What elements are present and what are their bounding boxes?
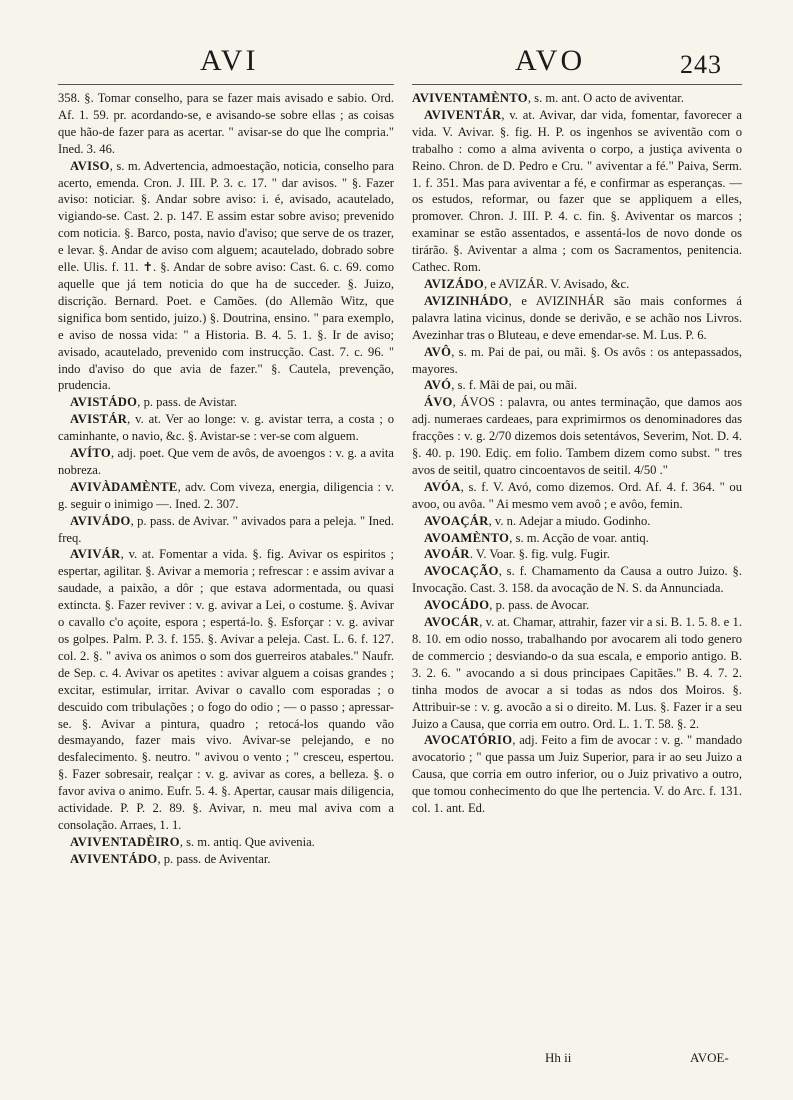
entry-avivado: AVIVÁDO, p. pass. de Avivar. " avivados para a peleja. " Ined. freq.	[58, 513, 394, 545]
entry-avoar: AVOÁR. V. Voar. §. fig. vulg. Fugir.	[424, 547, 610, 562]
headword: AVÓ	[424, 378, 452, 393]
headword: AVISO	[70, 158, 110, 173]
entry-avocar: AVOCÁR, v. at. Chamar, attrahir, fazer vir a si. B. 1. 5. 8. e 1. 8. 10. em odio nosso, trabalhando por avocarem ali todo genero de commercio ; desviando-o da sua escala, e emporio antigo. B. 3. 2. 6. " avocando a si dous principaes Capitães." B. 4. 7. 2. tinha modos de avocar a si todas as ndos dos Moiros. §. Attribuir-se : v. g. avocão a si o direito. M. Lus. §. Fazer ir a seu Juizo a Causa, que corria em outro. Ord. L. 1. T. 58. §. 2.	[412, 615, 742, 731]
entry-avoamento: AVOAMÈNTO, s. m. Acção de voar. antiq.	[424, 530, 649, 545]
headword: AVOCATÓRIO	[424, 733, 513, 748]
headword: AVISTÁDO	[70, 395, 138, 410]
entry-avistar: AVISTÁR, v. at. Ver ao longe: v. g. avistar terra, a costa ; o caminhante, o navio, &c. §. Avistar-se : ver-se com alguem.	[58, 412, 394, 444]
signature-mark: Hh ii	[545, 1050, 572, 1065]
headword: AVIVENTAMÈNTO	[412, 91, 528, 105]
headword: AVISTÁR	[70, 412, 128, 427]
entry-avo-m: AVÔ, s. m. Pai de pai, ou mãi. §. Os avôs : os antepassados, mayores.	[412, 344, 742, 376]
headword: AVOCAÇÃO	[424, 564, 499, 579]
entry-avoa: AVÓA, s. f. V. Avó, como dizemos. Ord. Af. 4. f. 364. " ou avoo, ou avôa. " Ai mesmo vem avoô ; e avôo, femin.	[412, 479, 742, 511]
headword: AVOAÇÁR	[424, 513, 489, 528]
entry-avocacao: AVOCAÇÃO, s. f. Chamamento da Causa a outro Juizo. §. Invocação. Cast. 3. 158. da avocação de N. S. da Annunciada.	[412, 564, 742, 596]
header-rule-left	[58, 84, 394, 85]
entry-continuation: 358. §. Tomar conselho, para se fazer mais avisado e sabio. Ord. Af. 1. 59. pr. acordando-se, e avisando-se sobre ellas ; as coisas que hão-de fazer para as acertar. " avisar-se do que lhe compria." Ined. 3. 46.	[58, 91, 394, 156]
headword: AVÓA	[424, 479, 461, 494]
entry-avito: AVÍTO, adj. poet. Que vem de avôs, de avoengos : v. g. a avita nobreza.	[58, 446, 394, 477]
entry-avo-f: AVÓ, s. f. Mãi de pai, ou mãi.	[424, 378, 578, 393]
headword: AVOCÁR	[424, 615, 480, 630]
headword: AVIZINHÁDO	[424, 293, 509, 308]
headword: AVOÁR	[424, 547, 470, 562]
headword: AVIVENTÁDO	[70, 851, 158, 866]
right-column	[412, 90, 742, 817]
entry-avizinhado: AVIZINHÁDO, e AVIZINHÁR são mais conformes á palavra latina vicinus, donde se derivão, e se achão nos Livros. Avezinhar tras o Bluteau, e deve emendar-se. M. Lus. P. 6.	[412, 293, 742, 342]
left-column	[58, 90, 394, 868]
running-head-center: AVO	[515, 44, 586, 77]
headword: ÁVO	[424, 395, 453, 410]
headword: AVIZÁDO	[424, 276, 484, 291]
entry-avocado: AVOCÁDO, p. pass. de Avocar.	[424, 598, 590, 613]
headword: AVOAMÈNTO	[424, 530, 510, 545]
entry-aviventar: AVIVENTÁR, v. at. Avivar, dar vida, fomentar, favorecer a vida. V. Avivar. §. fig. H. P. os ingenhos se aviventão com o trabalho : como a alma aviventa o corpo, a justiça aviventa o Reino. Chron. de D. Pedro e Cru. " aviventar a fé." Paiva, Serm. 1. f. 351. Mas para aviventar a fé, e confirmar as esperanças. — os estudos, reformar, ou fazer que se appliquem a elles, promover. Chron. J. III. P. 4. c. fin. §. Aviventar os marcos ; examinar se estão assentados, e assentá-los de novo donde os tirárão. §. Aviventar a alma ; com os Sacramentos, penitencia. Cathec. Rom.	[412, 107, 742, 275]
page-number: 243	[680, 50, 722, 79]
entry-aviventamento: AVIVENTAMÈNTO, s. m. ant. O acto de aviventar.	[412, 91, 684, 105]
headword: AVIVÁR	[70, 547, 121, 562]
entry-avivar: AVIVÁR, v. at. Fomentar a vida. §. fig. Avivar os espiritos ; espertar, agilitar. §. Avivar a memoria ; refrescar : e assim avivar a saudade, a paixão, a dôr ; que estava adormentada, ou quasi extincta. §. Fazer reviver : v. g. avivar a Lei, o costume. §. Avivar o cavallo c'o açoite, espora ; espertá-lo. §. Esforçar : v. g. avivar os golpes. Palm. P. 3. f. 155. §. Avivar a peleja. Cast. L. 6. f. 127. col. 2. §. " aviva os animos o som dos guerreiros atabales." Naufr. de Sep. c. 4. Avivar os apetites : avivar alguem a coisas grandes ; excitar, estimular, irritar. Avivar o cavallo com esporadas ; o descuido com tribulações ; o fogo do odio ; — o passo ; apressar-se. §. Avivar a pintura, quadro ; retocá-los quando vão desmayando, fazer mais vivo. Avivar-se pelejando, e no desfalecimento. §. neutro. " avivou o vento ; " cresceu, espertou. §. Fazer sobresair, realçar : v. g. avivar as cores, a belleza. §. o favor aviva o animo. Eufr. 5. 4. §. Apertar, causar mais diligencia, actividade. P. P. 2. 89. §. Avivar, n. meu mal aviva com a consolação. Arraes, 1. 1.	[58, 547, 394, 832]
entry-aviventado: AVIVENTÁDO, p. pass. de Aviventar.	[70, 851, 271, 866]
headword: AVÔ	[424, 344, 452, 359]
headword: AVÍTO	[70, 446, 111, 461]
entry-avistado: AVISTÁDO, p. pass. de Avistar.	[70, 395, 238, 410]
running-head-left: AVI	[200, 44, 259, 77]
headword: AVIVÁDO	[70, 513, 131, 528]
headword: AVIVENTÁR	[424, 107, 502, 122]
headword: AVOCÁDO	[424, 598, 490, 613]
headword: AVIVÀDAMÈNTE	[70, 479, 178, 494]
entry-avos: ÁVO, ÁVOS : palavra, ou antes terminação, que damos aos adj. numeraes cardeaes, para exprimirmos os denominadores das fracções : v. g. 2/70 dizemos dois setentávos, Severim, Not. D. 4. §. 40. p. 190. Ediç. em folio. Tambem dizem como subst. " tres avos de seitil, quatro cincoentavos de seitil. 4/50 ."	[412, 395, 742, 477]
entry-avocatorio: AVOCATÓRIO, adj. Feito a fim de avocar : v. g. " mandado avocatorio ; " que passa um Juiz Superior, para ir ao seu Juizo a Causa, que corria em outro inferior, ou o Juiz privativo a outro, que tomou conhecimento do que lhe pertencia. V. do Arc. f. 131. col. 1. ant. Ed.	[412, 733, 742, 816]
entry-aviso: AVISO, s. m. Advertencia, admoestação, noticia, conselho para acerto, emenda. Cron. J. III. P. 3. c. 17. " dar avisos. " §. Fazer aviso: noticiar. §. Andar sobre aviso: i. é, avisado, acautelado, vigiando-se. Cast. 2. p. 147. E assim estar sobre aviso; prevenido com noticia. §. Barco, posta, navio d'aviso; que serve de os trazer, e levar. §. Andar de aviso com alguem; acautelado, dobrado sobre elle. Ulis. f. 11. ✝. §. Andar de sobre aviso: Cast. 6. c. 69. como aquelle que já tem noticia do que ha de succeder. §. Juizo, discrição. Bernard. Poet. e Camões. (do Allemão Witz, que significa bom sentido, juizo.) §. Doutrina, ensino. " para exemplo, e aviso de nossa vida: " a Historia. B. 4. 5. 1. §. Ir de aviso; avisado, acautelado, prevenido com instrucção. Cast. 7. c. 96. " indo d'aviso do que avia de fazer." §. Cautela, prevenção, prudencia.	[58, 158, 394, 393]
catchword: AVOE-	[690, 1050, 729, 1065]
entry-avoacar: AVOAÇÁR, v. n. Adejar a miudo. Godinho.	[424, 513, 651, 528]
headword: AVIVENTADÈIRO	[70, 834, 180, 849]
header-rule-right	[412, 84, 742, 85]
entry-avizado: AVIZÁDO, e AVIZÁR. V. Avisado, &c.	[424, 276, 630, 291]
entry-avivadamente: AVIVÀDAMÈNTE, adv. Com viveza, energia, diligencia : v. g. seguir o inimigo —. Ined. 2. 307.	[58, 479, 394, 511]
entry-aviventadeiro: AVIVENTADÈIRO, s. m. antiq. Que avivenia.	[70, 834, 315, 849]
